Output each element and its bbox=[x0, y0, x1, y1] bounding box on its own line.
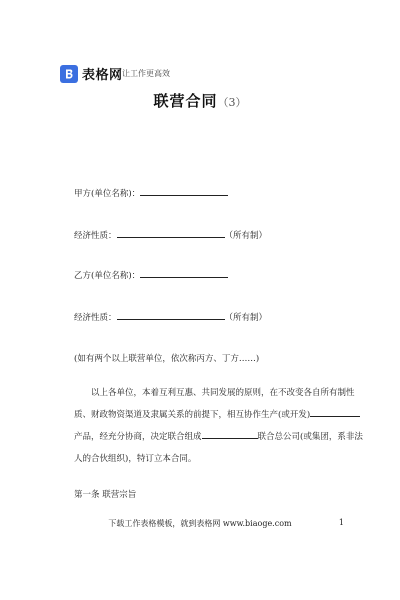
party-b-label: 乙方(单位名称)： bbox=[74, 271, 141, 281]
preamble-text-2: 产品，经充分协商，决定联合组成 bbox=[74, 432, 202, 442]
party-a-nature-blank[interactable] bbox=[117, 228, 225, 238]
party-a-row bbox=[74, 186, 228, 199]
party-b-nature-blank[interactable] bbox=[117, 310, 225, 320]
brand-slogan: 让工作更高效 bbox=[122, 69, 170, 78]
multi-party-note: (如有两个以上联营单位，依次称丙方、丁方……) bbox=[74, 354, 260, 364]
preamble-text-3: 联合总公司(或集团，系非法人的合伙组织)，特订立本合同。 bbox=[74, 432, 363, 464]
party-a-nature-row bbox=[74, 228, 267, 241]
party-b-nature-label: 经济性质： bbox=[74, 313, 117, 323]
preamble-text-1: 以上各单位，本着互利互惠、共同发展的原则，在不改变各自所有制性质、财政物资渠道及隶属关系的前提下，相互协作生产(或开发) bbox=[74, 388, 355, 420]
title-text: 联营合同 bbox=[153, 92, 218, 110]
document-title bbox=[0, 90, 400, 111]
party-b-name-blank[interactable] bbox=[140, 268, 228, 278]
party-b-nature-row bbox=[74, 310, 267, 323]
preamble-paragraph bbox=[74, 382, 364, 470]
brand-name: 表格网 bbox=[82, 68, 123, 83]
party-b-nature-suffix: （所有制） bbox=[224, 313, 268, 323]
title-number: （3） bbox=[217, 96, 247, 109]
page-footer: 下载工作表格模板，就到表格网 www.biaoge.com bbox=[108, 519, 292, 528]
party-a-name-blank[interactable] bbox=[140, 186, 228, 196]
biaoge-logo-icon bbox=[60, 65, 78, 83]
party-a-nature-suffix: （所有制） bbox=[224, 231, 268, 241]
brand-logo[interactable] bbox=[60, 64, 123, 83]
article-1-heading: 第一条 联营宗旨 bbox=[74, 490, 137, 500]
party-a-label: 甲方(单位名称)： bbox=[74, 189, 141, 199]
product-blank[interactable] bbox=[310, 407, 360, 417]
company-blank[interactable] bbox=[202, 429, 258, 439]
page-number: 1 bbox=[338, 518, 344, 527]
party-b-row bbox=[74, 268, 228, 281]
party-a-nature-label: 经济性质： bbox=[74, 231, 117, 241]
